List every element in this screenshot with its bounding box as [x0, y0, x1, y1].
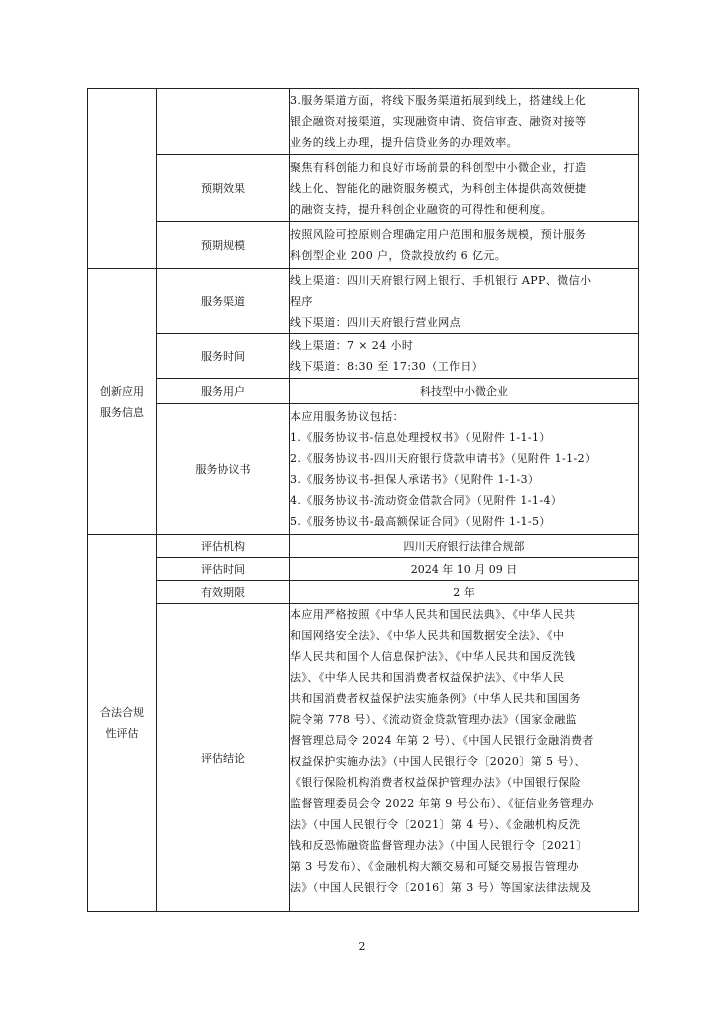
validity-value: 2 年 — [290, 581, 639, 604]
expected-effect-text: 聚焦有科创能力和良好市场前景的科创型中小微企业，打造 线上化、智能化的融资服务模式，为科创主体提供高效便捷 的融资支持，提升科创企业融资的可得性和便利度。 — [290, 155, 639, 222]
channel-continued-text: 3.服务渠道方面，将线下服务渠道拓展到线上，搭建线上化 银企融资对接渠道，实现融资申请、资信审查、融资对接等 业务的线上办理，提升信贷业务的办理效率。 — [290, 89, 639, 155]
service-agreement-label: 服务协议书 — [157, 404, 290, 535]
service-channel-label: 服务渠道 — [157, 269, 290, 334]
expected-scale-text: 按照风险可控原则合理确定用户范围和服务规模，预计服务 科创型企业 200 户，贷款投放约 6 亿元。 — [290, 222, 639, 269]
continued-section-cell — [88, 89, 157, 269]
info-table — [87, 88, 639, 912]
conclusion-label: 评估结论 — [157, 604, 290, 912]
assessment-date-value: 2024 年 10 月 09 日 — [290, 558, 639, 581]
service-channel-text: 线上渠道：四川天府银行网上银行、手机银行 APP、微信小 程序 线下渠道：四川天府银行营业网点 — [290, 269, 639, 334]
legal-section-label: 合法合规 性评估 — [88, 535, 157, 912]
page-number: 2 — [358, 940, 366, 953]
service-time-label: 服务时间 — [157, 334, 290, 379]
validity-label: 有效期限 — [157, 581, 290, 604]
conclusion-text: 本应用严格按照《中华人民共和国民法典》、《中华人民共 和国网络安全法》、《中华人民共和国数据安全法》、《中 华人民共和国个人信息保护法》、《中华人民共和国反洗钱 法》、《中华人民共和国消费者权益保护法》、《中华人民 共和国消费者权益保护法实施条例》（中华人民共和国国务 院令第 778 号）、《流动资金贷款管理办法》（国家金融监 督管理总局令 2024 年第 2 号）、《中国人民银行金融消费者 权益保护实施办法》（中国人民银行令〔2020〕第 5 号）、 《银行保险机构消费者权益保护管理办法》（中国银行保险 监督管理委员会令 2022 年第 9 号公布）、《征信业务管理办 法》（中国人民银行令〔2021〕第 4 号）、《金融机构反洗 钱和反恐怖融资监督管理办法》（中国人民银行令〔2021〕 第 3 号发布）、《金融机构大额交易和可疑交易报告管理办 法》（中国人民银行令〔2016〕第 3 号）等国家法律法规及 — [290, 604, 639, 912]
assessment-org-value: 四川天府银行法律合规部 — [290, 535, 639, 558]
channel-continued-label-cell — [157, 89, 290, 155]
service-agreement-text: 本应用服务协议包括： 1.《服务协议书-信息处理授权书》（见附件 1-1-1） 2.《服务协议书-四川天府银行贷款申请书》（见附件 1-1-2） 3.《服务协议书-担保人承诺书》（见附件 1-1-3） 4.《服务协议书-流动资金借款合同》（见附件 1-1-4） 5.《服务协议书-最高额保证合同》（见附件 1-1-5） — [290, 404, 639, 535]
service-time-text: 线上渠道：7 × 24 小时 线下渠道：8:30 至 17:30（工作日） — [290, 334, 639, 379]
expected-scale-label: 预期规模 — [157, 222, 290, 269]
service-info-section-label: 创新应用 服务信息 — [88, 269, 157, 535]
service-users-value: 科技型中小微企业 — [290, 379, 639, 404]
assessment-date-label: 评估时间 — [157, 558, 290, 581]
service-users-label: 服务用户 — [157, 379, 290, 404]
expected-effect-label: 预期效果 — [157, 155, 290, 222]
assessment-org-label: 评估机构 — [157, 535, 290, 558]
